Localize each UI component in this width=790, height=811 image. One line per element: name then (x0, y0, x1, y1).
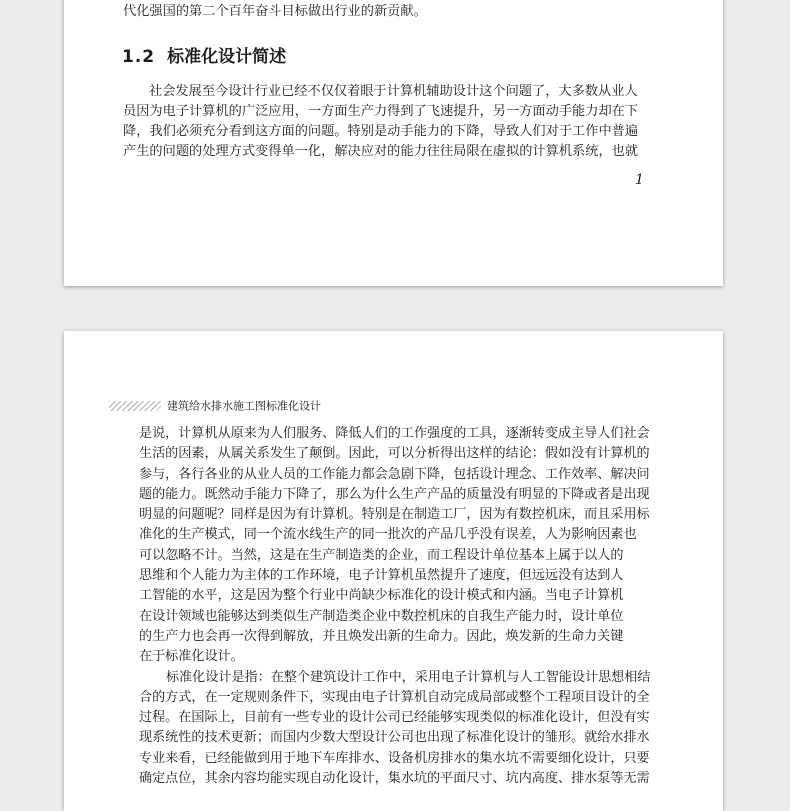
paragraph-line: 在于标准化设计。 (139, 649, 244, 665)
section-number: 1.2 (122, 47, 156, 67)
paragraph-line: 代化强国的第二个百年奋斗目标做出行业的新贡献。 (123, 4, 427, 19)
paragraph-line: 标准化设计是指：在整个建筑设计工作中，采用电子计算机与人工智能设计思想相结 (166, 669, 651, 685)
paragraph-line: 生活的因素，从属关系发生了颠倒。因此，可以分析得出这样的结论：假如没有计算机的 (139, 446, 650, 462)
paragraph-line: 过程。在国际上，目前有一些专业的设计公司已经能够实现类似的标准化设计，但没有实 (139, 710, 650, 726)
header-hatch-decoration (109, 401, 161, 411)
paragraph-line: 在设计领域也能够达到类似生产制造类企业中数控机床的自我生产能力时，设计单位 (139, 608, 624, 624)
paragraph-line: 可以忽略不计。当然，这是在生产制造类的企业，而工程设计单位基本上属于以人的 (139, 547, 624, 563)
paragraph-line: 产生的问题的处理方式变得单一化，解决应对的能力往往局限在虚拟的计算机系统，也就 (123, 144, 639, 159)
paragraph-line: 题的能力。既然动手能力下降了，那么为什么生产产品的质量没有明显的下降或者是出现 (139, 486, 650, 502)
running-header-title: 建筑给水排水施工图标准化设计 (167, 399, 321, 413)
paragraph-line: 社会发展至今设计行业已经不仅仅着眼于计算机辅助设计这个问题了，大多数从业人 (149, 84, 638, 99)
page-number: 1 (635, 172, 644, 188)
section-heading (122, 42, 286, 67)
paragraph-line: 准化的生产模式，同一个流水线生产的同一批次的产品几乎没有误差，人为影响因素也 (139, 527, 637, 543)
paragraph-line: 明显的问题呢？同样是因为有计算机。特别是在制造工厂，因为有数控机床，而且采用标 (139, 507, 650, 523)
document-page-2 (64, 331, 723, 811)
paragraph-line: 员因为电子计算机的广泛应用，一方面生产力得到了飞速提升，另一方面动手能力却在下 (123, 104, 639, 119)
paragraph-line: 是说，计算机从原来为人们服务、降低人们的工作强度的工具，逐渐转变成主导人们社会 (139, 426, 650, 441)
running-header (109, 395, 321, 411)
paragraph-line: 专业来看，已经能做到用于地下车库排水、设备机房排水的集水坑不需要细化设计，只要 (139, 750, 650, 766)
paragraph-line: 现系统性的技术更新；而国内少数大型设计公司也出现了标准化设计的雏形。就给水排水 (139, 730, 650, 746)
paragraph-line: 工智能的水平，这是因为整个行业中尚缺少标准化的设计模式和内涵。当电子计算机 (139, 588, 624, 604)
body-text (139, 424, 661, 789)
paragraph-line: 的生产力也会再一次得到解放，并且焕发出新的生命力。因此，焕发新的生命力关键 (139, 628, 624, 644)
paragraph-line: 思维和个人能力为主体的工作环境，电子计算机虽然提升了速度，但远远没有达到人 (139, 568, 624, 584)
paragraph-line: 参与，各行各业的从业人员的工作能力都会急剧下降，包括设计理念、工作效率、解决问 (139, 466, 650, 482)
paragraph-line: 合的方式，在一定规则条件下，实现由电子计算机自动完成局部或整个工程项目设计的全 (139, 689, 650, 705)
paragraph-line: 确定点位，其余内容均能实现自动化设计，集水坑的平面尺寸、坑内高度、排水泵等无需 (139, 771, 650, 787)
paragraph-line: 降，我们必须充分看到这方面的问题。特别是动手能力的下降，导致人们对于工作中普遍 (123, 124, 639, 139)
document-page-1 (64, 0, 723, 286)
section-title: 标准化设计简述 (167, 47, 287, 67)
